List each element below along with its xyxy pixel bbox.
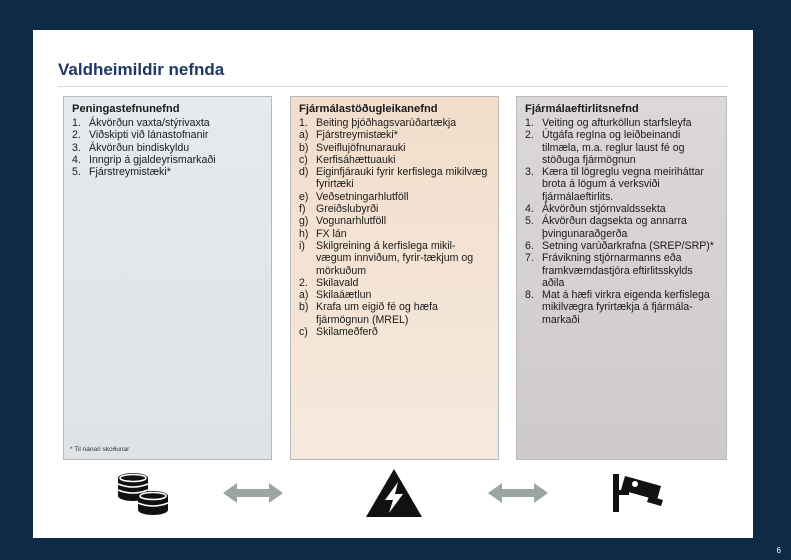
item-marker: 2. bbox=[299, 276, 308, 289]
item-text: Skilameðferð bbox=[316, 326, 378, 339]
item-marker: a) bbox=[299, 129, 309, 142]
item-text: Veðsetningarhlutföll bbox=[316, 190, 409, 203]
item-marker: 2. bbox=[72, 129, 81, 142]
item-marker: f) bbox=[299, 203, 306, 216]
item-marker: 8. bbox=[525, 289, 534, 302]
list-item bbox=[299, 326, 490, 338]
panel-item-list bbox=[525, 117, 718, 326]
list-item bbox=[299, 277, 490, 289]
list-item bbox=[525, 240, 718, 252]
double-arrow-icon bbox=[488, 482, 548, 532]
item-marker: a) bbox=[299, 289, 309, 302]
panel-item-list bbox=[299, 117, 490, 338]
item-text: Greiðslubyrði bbox=[316, 203, 379, 216]
item-text: Ákvörðun vaxta/stýrivaxta bbox=[89, 117, 210, 129]
item-text: Beiting þjóðhagsvarúðartækja bbox=[316, 117, 457, 129]
item-marker: 4. bbox=[525, 203, 534, 216]
item-marker: d) bbox=[299, 166, 309, 179]
item-marker: 1. bbox=[72, 117, 81, 129]
list-item bbox=[299, 154, 490, 166]
list-item bbox=[525, 117, 718, 129]
item-marker: i) bbox=[299, 239, 305, 252]
item-text: Ákvörðun bindiskyldu bbox=[89, 141, 190, 154]
panel-heading: Fjármálaeftirlitsnefnd bbox=[525, 103, 639, 115]
panel-heading: Fjármálastöðugleikanefnd bbox=[299, 103, 438, 115]
item-text: Vogunarhlutföll bbox=[316, 215, 387, 228]
item-text: Útgáfa regIna og leiðbeinandi tilmæla, m.a. reglur laust fé og stöðuga fjármögnun bbox=[542, 129, 685, 166]
item-marker: 1. bbox=[525, 117, 534, 129]
list-item bbox=[72, 129, 263, 141]
list-item bbox=[72, 154, 263, 166]
list-item bbox=[299, 129, 490, 141]
list-item bbox=[299, 301, 490, 326]
slide bbox=[33, 30, 753, 538]
item-marker: 5. bbox=[72, 166, 81, 179]
list-item bbox=[72, 142, 263, 154]
item-text: FX lán bbox=[316, 227, 347, 240]
item-text: Krafa um eigið fé og hæfa fjármögnun (MREL) bbox=[316, 301, 438, 326]
item-marker: c) bbox=[299, 326, 308, 339]
footnote: * Til nánari skoðunar bbox=[70, 446, 130, 453]
panel-fjarmalastodugleikanefnd bbox=[290, 96, 499, 460]
item-text: Fjárstreymistæki* bbox=[316, 129, 398, 142]
list-item bbox=[525, 252, 718, 289]
item-text: Kæra til lögreglu vegna meiriháttar brota á lögum á verksviði fjármálaeftirlits. bbox=[542, 166, 704, 203]
list-item bbox=[299, 228, 490, 240]
item-text: Ákvörðun dagsekta og annarra þvingunaraðgerða bbox=[542, 215, 687, 240]
item-text: Kerfisáhættuauki bbox=[316, 153, 396, 166]
coins-icon bbox=[113, 468, 173, 518]
list-item bbox=[299, 117, 490, 129]
list-item bbox=[525, 203, 718, 215]
list-item bbox=[525, 289, 718, 326]
item-marker: c) bbox=[299, 153, 308, 166]
item-text: Ákvörðun stjórnvaldssekta bbox=[542, 203, 666, 216]
item-marker: 3. bbox=[525, 166, 534, 179]
title-divider bbox=[58, 86, 728, 87]
item-text: Fjárstreymistæki* bbox=[89, 166, 171, 179]
list-item bbox=[72, 117, 263, 129]
item-marker: 7. bbox=[525, 252, 534, 265]
list-item bbox=[299, 203, 490, 215]
item-text: Setning varúðarkrafna (SREP/SRP)* bbox=[542, 239, 714, 252]
surveillance-camera-icon bbox=[611, 468, 669, 518]
item-text: Viðskipti við lánastofnanir bbox=[89, 129, 209, 142]
item-marker: b) bbox=[299, 301, 309, 314]
slide-title: Valdheimildir nefnda bbox=[58, 60, 225, 79]
list-item bbox=[299, 191, 490, 203]
item-text: Eiginfjárauki fyrir kerfislega mikilvæg fyrirtæki bbox=[316, 166, 488, 191]
item-marker: 5. bbox=[525, 215, 534, 228]
list-item bbox=[299, 142, 490, 154]
panel-peningastefnunefnd bbox=[63, 96, 272, 460]
list-item bbox=[525, 166, 718, 203]
page-number: 6 bbox=[776, 546, 781, 555]
item-marker: b) bbox=[299, 141, 309, 154]
item-text: Skilaáætlun bbox=[316, 289, 372, 302]
list-item bbox=[299, 240, 490, 277]
panel-item-list bbox=[72, 117, 263, 178]
item-marker: 1. bbox=[299, 117, 308, 129]
item-marker: 4. bbox=[72, 153, 81, 166]
item-text: Mat á hæfi virkra eigenda kerfislega mikilvægra fyrirtækja á fjármála-markaði bbox=[542, 289, 710, 326]
lightning-warning-icon bbox=[365, 468, 423, 518]
item-marker: 6. bbox=[525, 239, 534, 252]
item-text: Inngrip á gjaldeyrismarkaði bbox=[89, 153, 216, 166]
item-text: Skilavald bbox=[316, 276, 359, 289]
panel-heading: Peningastefnunefnd bbox=[72, 103, 180, 115]
list-item bbox=[299, 215, 490, 227]
item-marker: 3. bbox=[72, 141, 81, 154]
item-marker: g) bbox=[299, 215, 309, 228]
item-text: Skilgreining á kerfislega mikil-vægum innviðum, fyrir-tækjum og mörkuðum bbox=[316, 239, 474, 277]
item-text: Veiting og afturköllun starfsleyfa bbox=[542, 117, 692, 129]
list-item bbox=[525, 129, 718, 166]
item-text: Frávikning stjórnarmanns eða framkvæmdastjóra eftirlitsskylds aðila bbox=[542, 252, 693, 289]
item-marker: 2. bbox=[525, 129, 534, 142]
panel-fjarmalaeftirlitsnefnd bbox=[516, 96, 727, 460]
item-text: Sveiflujöfnunarauki bbox=[316, 141, 406, 154]
double-arrow-icon bbox=[223, 482, 283, 532]
list-item bbox=[299, 166, 490, 191]
item-marker: h) bbox=[299, 227, 309, 240]
list-item bbox=[525, 215, 718, 240]
item-marker: e) bbox=[299, 190, 309, 203]
list-item bbox=[72, 166, 263, 178]
list-item bbox=[299, 289, 490, 301]
